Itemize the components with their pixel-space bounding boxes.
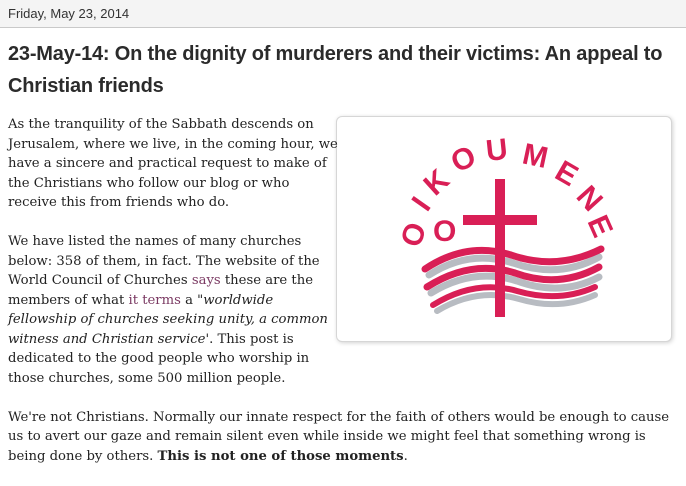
svg-text:U: U (484, 132, 510, 168)
date-header (0, 0, 686, 28)
svg-text:N: N (569, 179, 609, 218)
svg-text:M: M (519, 137, 551, 176)
paragraph-1: As the tranquility of the Sabbath descends on Jerusalem, where we live, in the coming hour, we have a sincere and practical request to make of the Christians who follow our blog or who receive this from friends who do. (8, 117, 338, 210)
paragraph-3-text: We're not Christians. Normally our innate respect for the faith of others would be enough to cause us to avert our gaze and remain silent even while inside we might feel that something wrong is being done by others. (8, 409, 670, 464)
svg-text:E: E (580, 210, 619, 243)
wcc-quote: worldwide fellowship of churches seeking unity, a common witness and Christian service (8, 292, 328, 347)
post-body (8, 115, 678, 486)
svg-text:O: O (446, 139, 482, 180)
paragraph-2-text-c: a " (180, 292, 204, 308)
paragraph-3 (8, 408, 678, 467)
paragraph-2 (8, 232, 338, 388)
paragraph-2-text-a: We have listed the names of many churches below: 358 of them, in fact. The website of the World Council of Churches (8, 234, 320, 288)
post-title[interactable]: 23-May-14: On the dignity of murderers and their victims: An appeal to Christian friends (8, 43, 663, 97)
paragraph-3-end: . (403, 448, 408, 464)
it-terms-link[interactable]: it terms (128, 292, 181, 308)
svg-text:I: I (405, 191, 438, 218)
svg-text:E: E (549, 154, 584, 194)
paragraph-2-text-b: these are the members of what (8, 273, 313, 308)
paragraph-3-emphasis: This is not one of those moments (157, 448, 404, 464)
svg-text:K: K (417, 163, 456, 203)
post-date: Friday, May 23, 2014 (8, 6, 130, 21)
says-link[interactable]: says (191, 273, 221, 288)
svg-text:O: O (433, 215, 457, 248)
svg-text:O: O (394, 218, 434, 252)
paragraph-2-text-d: '. This post is dedicated to the good people who worship in those churches, some 500 million people. (8, 331, 310, 386)
